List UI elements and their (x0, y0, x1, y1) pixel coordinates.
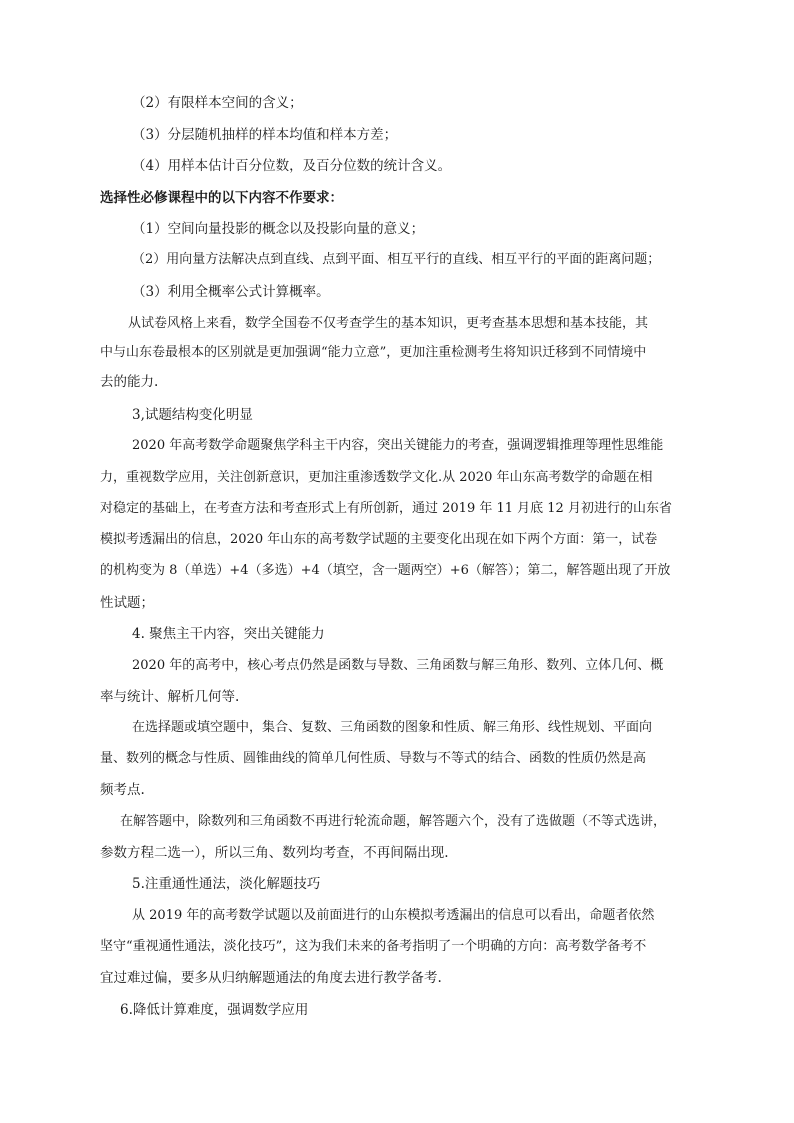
paragraph-line: 宜过难过偏，要多从归纳解题通法的角度去进行教学备考. (100, 970, 442, 986)
text-line: （1）空间向量投影的概念以及投影向量的意义； (132, 221, 425, 237)
paragraph-line: 中与山东卷最根本的区别就是更加强调“能力立意”，更加注重检测考生将知识迁移到不同情境中 (100, 345, 647, 360)
paragraph-line: 的机构变为 8（单选）+4（多选）+4（填空，含一题两空）+6（解答）；第二，解答题出现了开放 (100, 563, 671, 578)
text-line: （3）分层随机抽样的样本均值和样本方差； (132, 127, 398, 143)
subheading: 4. 聚焦主干内容，突出关键能力 (132, 626, 325, 642)
text-line: （2）用向量方法解决点到直线、点到平面、相互平行的直线、相互平行的平面的距离问题； (132, 252, 661, 267)
subheading: 3,试题结构变化明显 (132, 407, 253, 423)
paragraph-line: 参数方程二选一），所以三角、数列均考查，不再间隔出现. (100, 845, 449, 861)
paragraph-line: 去的能力. (100, 374, 159, 390)
paragraph-line: 2020 年的高考中，核心考点仍然是函数与导数、三角函数与解三角形、数列、立体几何、概 (132, 658, 664, 673)
paragraph-line: 从 2019 年的高考数学试题以及前面进行的山东模拟考透漏出的信息可以看出，命题者依然 (132, 908, 655, 923)
paragraph-line: 力，重视数学应用，关注创新意识，更加注重渗透数学文化.从 2020 年山东高考数学的命题在相 (100, 470, 653, 485)
paragraph-line: 2020 年高考数学命题聚焦学科主干内容，突出关键能力的考查，强调逻辑推理等理性思维能 (132, 438, 664, 453)
text-line: （2）有限样本空间的含义； (132, 95, 303, 111)
paragraph-line: 模拟考透漏出的信息，2020 年山东的高考数学试题的主要变化出现在如下两个方面：第一，试卷 (100, 532, 658, 547)
section-heading: 选择性必修课程中的以下内容不作要求： (100, 190, 343, 206)
paragraph-line: 从试卷风格上来看，数学全国卷不仅考查学生的基本知识，更考查基本思想和基本技能，其 (128, 316, 649, 331)
text-line: （3）利用全概率公式计算概率。 (132, 284, 330, 300)
paragraph-line: 性试题； (100, 595, 154, 611)
paragraph-line: 量、数列的概念与性质、圆锥曲线的简单几何性质、导数与不等式的结合、函数的性质仍然是高 (100, 751, 647, 766)
subheading: 6.降低计算难度，强调数学应用 (120, 1002, 309, 1018)
paragraph-line: 在选择题或填空题中，集合、复数、三角函数的图象和性质、解三角形、线性规划、平面向 (132, 720, 653, 735)
paragraph-line: 频考点. (100, 782, 145, 798)
paragraph-line: 坚守“重视通性通法，淡化技巧”，这为我们未来的备考指明了一个明确的方向：高考数学备考不 (100, 939, 647, 954)
paragraph-line: 对稳定的基础上，在考查方法和考查形式上有所创新，通过 2019 年 11 月底 12 月初进行的山东省 (100, 501, 672, 516)
text-line: （4）用样本估计百分位数，及百分位数的统计含义。 (132, 158, 452, 174)
paragraph-line: 率与统计、解析几何等. (100, 689, 240, 705)
subheading: 5.注重通性通法，淡化解题技巧 (132, 876, 321, 892)
paragraph-line: 在解答题中，除数列和三角函数不再进行轮流命题，解答题六个，没有了选做题（不等式选讲， (120, 814, 667, 829)
